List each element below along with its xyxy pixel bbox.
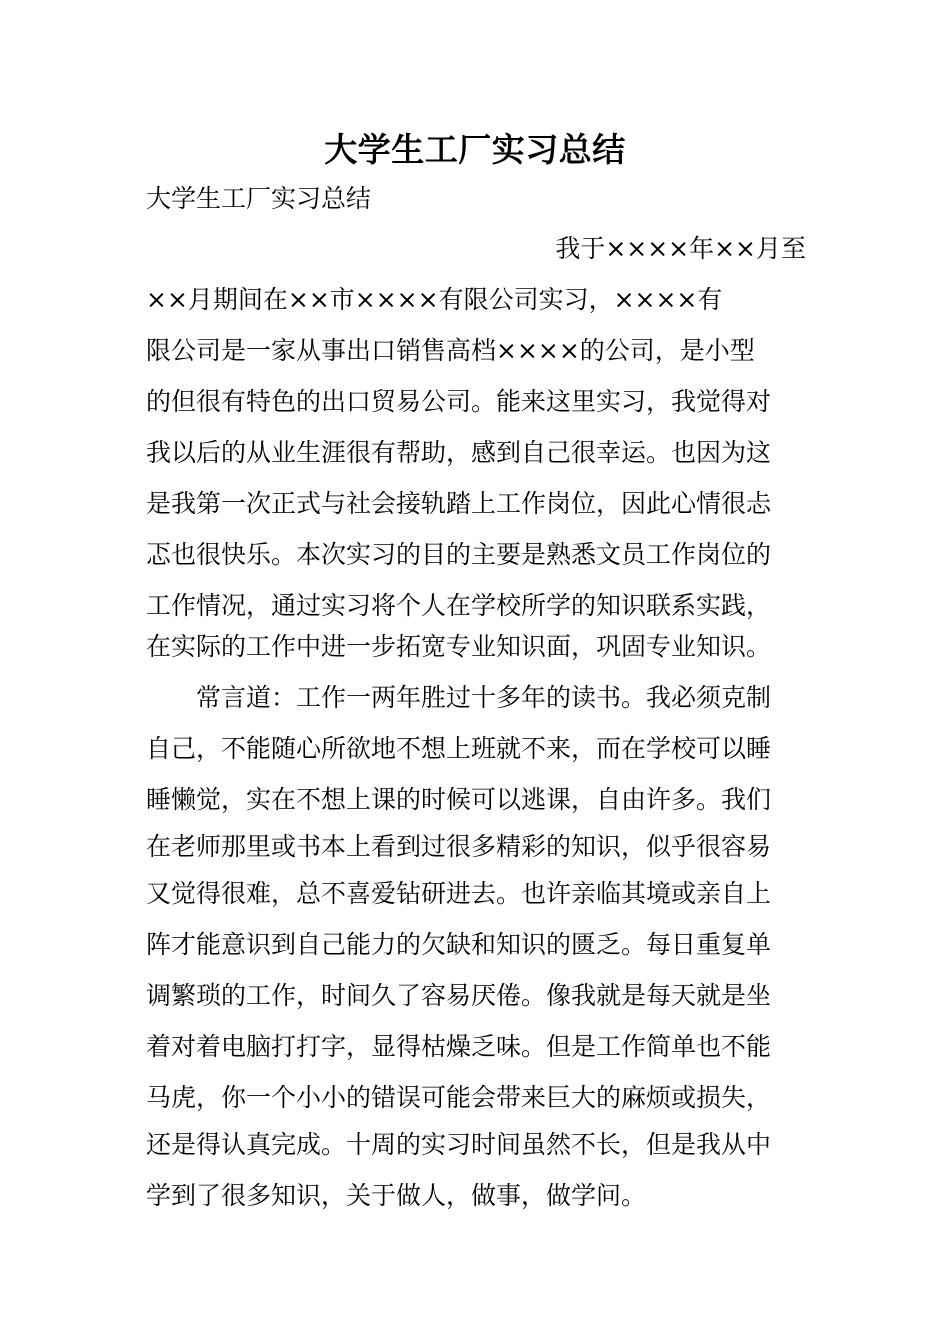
paragraph-line: 自己，不能随心所欲地不想上班就不来，而在学校可以睡 [146, 734, 772, 763]
paragraph-line: 睡懒觉，实在不想上课的时候可以逃课，自由许多。我们 [146, 785, 772, 814]
paragraph-line: 常言道：工作一两年胜过十多年的读书。我必须克制 [196, 683, 772, 712]
paragraph-line: 的但很有特色的出口贸易公司。能来这里实习，我觉得对 [146, 387, 772, 416]
paragraph-line: 还是得认真完成。十周的实习时间虽然不长，但是我从中 [146, 1130, 772, 1159]
paragraph-line: 我于××××年××月至 [555, 234, 806, 263]
paragraph-line: 学到了很多知识，关于做人，做事，做学问。 [146, 1181, 647, 1210]
paragraph-line: 在老师那里或书本上看到过很多精彩的知识，似乎很容易 [146, 832, 772, 861]
paragraph-line: 又觉得很难，总不喜爱钻研进去。也许亲临其境或亲自上 [146, 879, 772, 908]
paragraph-line: 是我第一次正式与社会接轨踏上工作岗位，因此心情很忐 [146, 489, 772, 518]
paragraph-line: 在实际的工作中进一步拓宽专业知识面，巩固专业知识。 [146, 632, 772, 661]
document-title: 大学生工厂实习总结 [324, 130, 626, 169]
document-subtitle: 大学生工厂实习总结 [146, 184, 372, 213]
paragraph-line: ××月期间在××市××××有限公司实习，××××有 [146, 285, 723, 314]
paragraph-line: 限公司是一家从事出口销售高档××××的公司，是小型 [146, 336, 755, 365]
paragraph-line: 着对着电脑打打字，显得枯燥乏味。但是工作简单也不能 [146, 1032, 772, 1061]
paragraph-line: 调繁琐的工作，时间久了容易厌倦。像我就是每天就是坐 [146, 981, 772, 1010]
paragraph-line: 工作情况，通过实习将个人在学校所学的知识联系实践， [146, 591, 772, 620]
paragraph-line: 我以后的从业生涯很有帮助，感到自己很幸运。也因为这 [146, 438, 772, 467]
paragraph-line: 忑也很快乐。本次实习的目的主要是熟悉文员工作岗位的 [146, 540, 772, 569]
paragraph-line: 阵才能意识到自己能力的欠缺和知识的匮乏。每日重复单 [146, 930, 772, 959]
paragraph-line: 马虎，你一个小小的错误可能会带来巨大的麻烦或损失， [146, 1083, 772, 1112]
